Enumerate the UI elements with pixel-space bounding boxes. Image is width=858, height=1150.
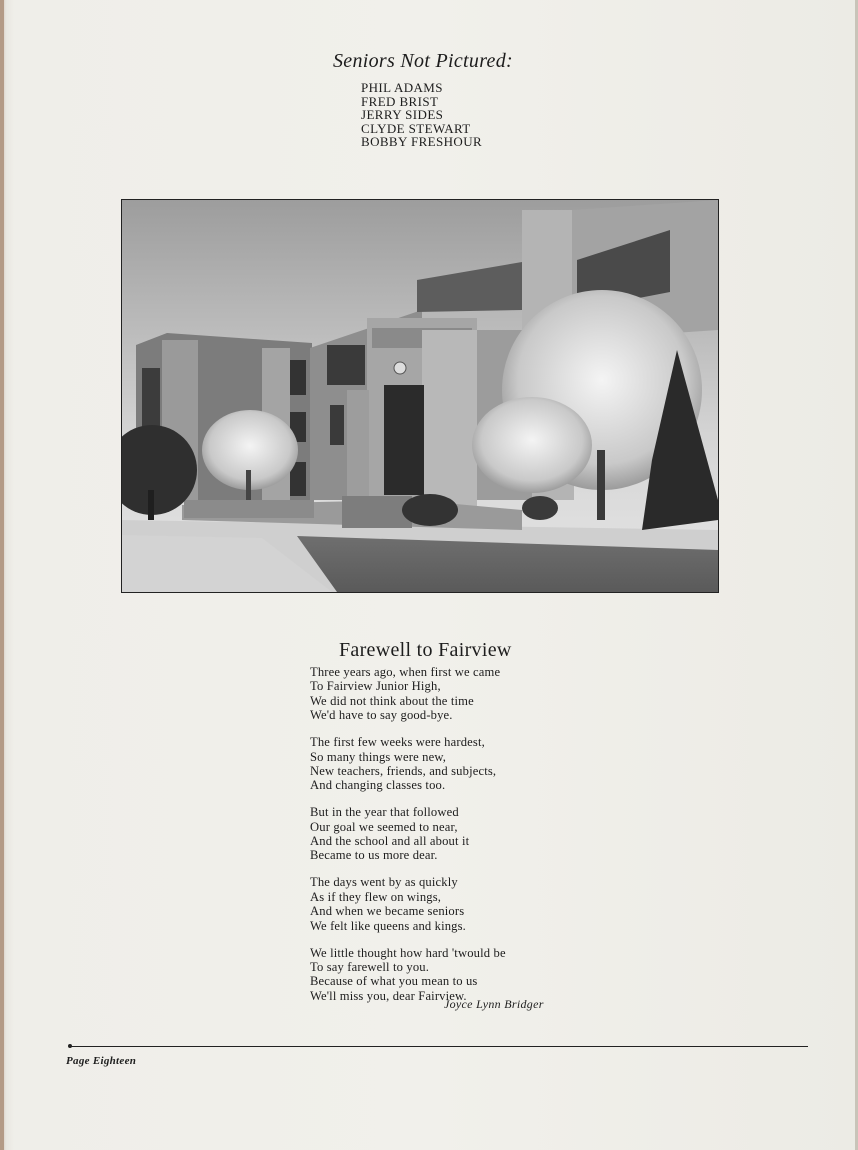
not-pictured-name: JERRY SIDES (361, 107, 444, 123)
poem-line: Our goal we seemed to near, (310, 819, 458, 834)
not-pictured-list (361, 81, 482, 149)
poem-line: We'll miss you, dear Fairview. (310, 988, 467, 1003)
not-pictured-name: PHIL ADAMS (361, 80, 443, 95)
not-pictured-name: FRED BRIST (361, 93, 439, 109)
poem-line: But in the year that followed (310, 805, 459, 820)
poem-line: Because of what you mean to us (310, 974, 478, 989)
school-building-photo (121, 199, 719, 593)
poem-line: To Fairview Junior High, (310, 679, 441, 694)
poem-line: We'd have to say good-bye. (310, 708, 453, 723)
poem-stanza (310, 665, 506, 723)
poem-body (310, 665, 506, 1016)
poem-line: The days went by as quickly (310, 875, 458, 890)
page-number: Page Eighteen (66, 1055, 137, 1067)
poem-line: New teachers, friends, and subjects, (310, 763, 497, 778)
poem-author: Joyce Lynn Bridger (444, 997, 544, 1011)
poem-line: Became to us more dear. (310, 848, 438, 863)
footer-rule (70, 1046, 808, 1047)
not-pictured-name: BOBBY FRESHOUR (361, 134, 483, 150)
poem-line: And the school and all about it (310, 834, 470, 849)
poem-stanza (310, 875, 506, 933)
poem-title: Farewell to Fairview (339, 639, 512, 661)
poem-line: We did not think about the time (310, 693, 474, 708)
poem-line: To say farewell to you. (310, 959, 430, 974)
poem-stanza (310, 805, 506, 863)
not-pictured-heading: Seniors Not Pictured: (333, 50, 513, 72)
poem-stanza (310, 735, 506, 793)
not-pictured-name: CLYDE STEWART (361, 120, 471, 136)
page-binding-edge (0, 0, 4, 1150)
poem-line: And changing classes too. (310, 778, 446, 793)
poem-line: We felt like queens and kings. (310, 918, 466, 933)
poem-line: Three years ago, when first we came (310, 665, 501, 679)
poem-stanza (310, 946, 506, 1004)
poem-line: As if they flew on wings, (310, 889, 442, 904)
poem-line: The first few weeks were hardest, (310, 735, 485, 750)
poem-line: We little thought how hard 'twould be (310, 945, 506, 960)
poem-line: And when we became seniors (310, 904, 465, 919)
poem-line: So many things were new, (310, 749, 447, 764)
